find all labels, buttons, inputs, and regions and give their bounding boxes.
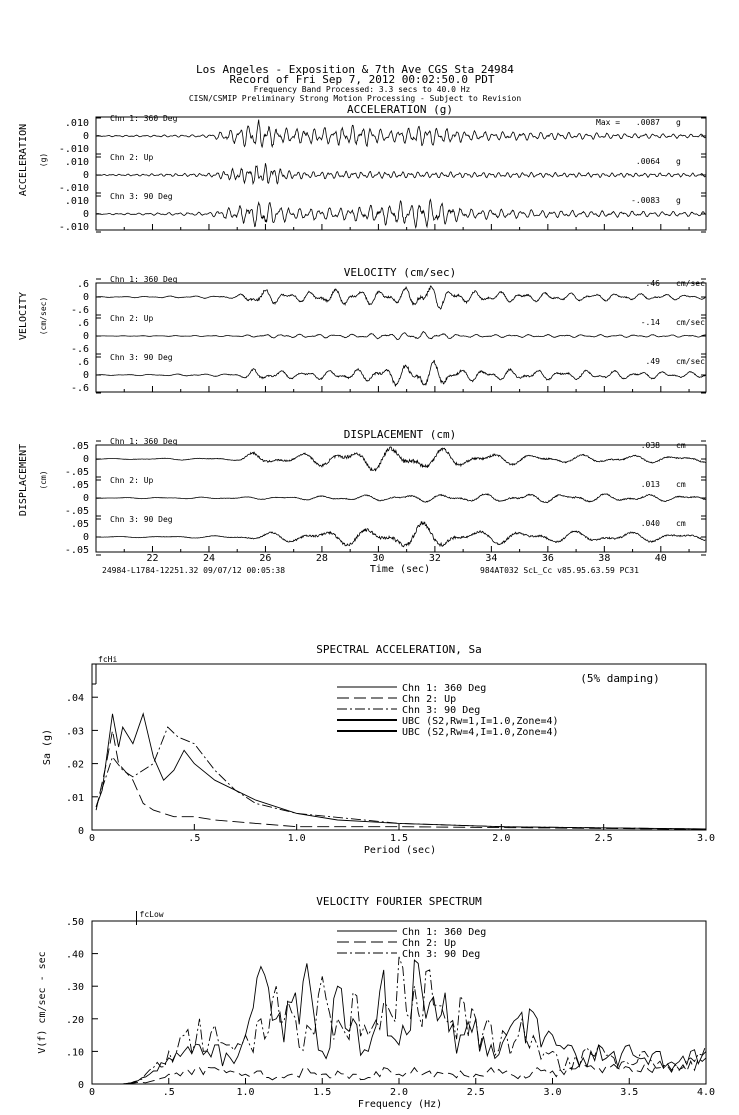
- x-tick-label: 1.5: [313, 1087, 332, 1098]
- y-tick-label: .04: [65, 693, 84, 705]
- y-axis-label: DISPLACEMENT: [18, 443, 29, 517]
- x-tick-label: 1.0: [236, 1087, 255, 1098]
- y-tick-label: -.6: [70, 344, 89, 355]
- y-axis-label: ACCELERATION: [18, 123, 29, 197]
- trace-unit: g: [676, 118, 681, 127]
- max-label: Max =: [596, 118, 621, 127]
- y-tick-label: -.010: [58, 183, 89, 194]
- trace-label: Chn 3: 90 Deg: [110, 192, 173, 201]
- y-tick-label: -.010: [58, 144, 89, 155]
- x-axis-label: Time (sec): [369, 564, 431, 575]
- trace-label: Chn 3: 90 Deg: [110, 353, 173, 362]
- trace-max-value: -.0083: [631, 196, 660, 205]
- trace-unit: cm/sec: [676, 318, 705, 327]
- x-axis-label: Period (sec): [363, 845, 437, 856]
- x-tick-label: 40: [654, 553, 667, 564]
- y-tick-label: .50: [65, 917, 84, 928]
- y-tick-label: .05: [70, 480, 89, 491]
- damping-annotation: (5% damping): [580, 672, 660, 685]
- trace-unit: cm: [676, 441, 686, 450]
- y-tick-label: 0: [77, 1080, 84, 1091]
- x-tick-label: 34: [485, 553, 498, 564]
- trace-max-value: .040: [640, 519, 660, 528]
- legend-entry: Chn 1: 360 Deg: [402, 683, 487, 694]
- trace-unit: cm: [676, 480, 686, 489]
- fchi-label: fcHi: [98, 655, 118, 664]
- y-tick-label: .02: [65, 759, 84, 771]
- chart-title: SPECTRAL ACCELERATION, Sa: [316, 643, 482, 656]
- y-tick-label: 0: [82, 131, 89, 142]
- y-tick-label: .05: [70, 441, 89, 452]
- trace-unit: g: [676, 157, 681, 166]
- waveform-trace: [96, 163, 705, 184]
- waveform-trace: [96, 332, 705, 340]
- trace-label: Chn 2: Up: [110, 314, 154, 323]
- trace-label: Chn 2: Up: [110, 476, 154, 485]
- y-tick-label: .6: [76, 357, 89, 368]
- y-tick-label: .010: [64, 196, 89, 207]
- x-tick-label: 2.0: [389, 1087, 409, 1098]
- trace-label: Chn 2: Up: [110, 153, 154, 162]
- footer-version: 984AT032 ScL_Cc v85.95.63.59 PC31: [480, 566, 639, 575]
- trace-max-value: .038: [640, 441, 660, 450]
- trace-label: Chn 1: 360 Deg: [110, 437, 178, 446]
- x-tick-label: 36: [541, 553, 554, 564]
- x-tick-label: 2.5: [466, 1087, 485, 1098]
- y-tick-label: .01: [65, 792, 84, 804]
- x-tick-label: 28: [315, 553, 328, 564]
- y-axis-unit: (cm/sec): [39, 296, 48, 336]
- y-tick-label: .10: [65, 1047, 84, 1059]
- x-tick-label: 4.0: [696, 1087, 716, 1098]
- trace-max-value: .013: [640, 480, 660, 489]
- y-tick-label: 0: [77, 826, 84, 837]
- y-tick-label: .30: [65, 982, 84, 994]
- y-tick-label: -.05: [64, 506, 89, 517]
- x-tick-label: 1.5: [389, 833, 409, 844]
- trace-max-value: -.14: [640, 318, 660, 327]
- y-tick-label: 0: [82, 493, 89, 504]
- y-tick-label: 0: [82, 454, 89, 465]
- waveform-trace: [96, 200, 705, 228]
- waveform-trace: [96, 494, 705, 503]
- trace-unit: g: [676, 196, 681, 205]
- header-band: Frequency Band Processed: 3.3 secs to 40.0 Hz: [253, 85, 471, 94]
- panel-title: ACCELERATION (g): [347, 103, 453, 116]
- plot-frame: [92, 664, 706, 830]
- trace-max-value: .46: [645, 279, 660, 288]
- panel-title: DISPLACEMENT (cm): [343, 428, 457, 441]
- x-tick-label: 2.0: [492, 833, 511, 844]
- y-tick-label: -.6: [70, 383, 89, 394]
- trace-label: Chn 1: 360 Deg: [110, 275, 178, 284]
- spectrum-curve-1: [92, 960, 706, 1084]
- x-tick-label: .5: [188, 833, 201, 844]
- trace-unit: cm/sec: [676, 279, 705, 288]
- y-tick-label: -.05: [64, 467, 89, 478]
- y-tick-label: .6: [76, 318, 89, 329]
- y-tick-label: 0: [82, 292, 89, 303]
- legend-entry: Chn 1: 360 Deg: [402, 927, 487, 938]
- y-tick-label: 0: [82, 370, 89, 381]
- x-tick-label: 3.0: [696, 833, 716, 844]
- x-tick-label: 1.0: [287, 833, 306, 844]
- x-tick-label: 30: [372, 553, 385, 564]
- trace-unit: cm/sec: [676, 357, 705, 366]
- y-tick-label: 0: [82, 532, 89, 543]
- y-tick-label: .20: [65, 1014, 84, 1026]
- legend-entry: Chn 2: Up: [402, 694, 457, 705]
- y-tick-label: 0: [82, 331, 89, 342]
- x-tick-label: 38: [598, 553, 611, 564]
- footer-record-id: 24984-L1784-12251.32 09/07/12 00:05:38: [102, 566, 286, 575]
- waveform-trace: [96, 521, 705, 547]
- y-axis-label: Sa (g): [42, 728, 53, 766]
- x-tick-label: 0: [88, 833, 96, 844]
- y-tick-label: .010: [64, 118, 89, 129]
- trace-unit: cm: [676, 519, 686, 528]
- y-tick-label: .40: [65, 949, 84, 961]
- waveform-trace: [96, 286, 705, 309]
- y-tick-label: -.05: [64, 545, 89, 556]
- header-station: Los Angeles - Exposition & 7th Ave CGS Sta 24984: [196, 63, 514, 76]
- waveform-trace: [96, 361, 705, 387]
- legend-entry: Chn 3: 90 Deg: [402, 949, 481, 960]
- y-tick-label: .6: [76, 279, 89, 290]
- y-axis-label: VELOCITY: [18, 291, 29, 341]
- y-tick-label: 0: [82, 170, 89, 181]
- x-tick-label: 3.5: [620, 1087, 639, 1098]
- waveform-trace: [96, 447, 705, 471]
- x-tick-label: 32: [428, 553, 441, 564]
- x-tick-label: 0: [88, 1087, 96, 1098]
- spectrum-curve-2: [96, 730, 706, 829]
- y-tick-label: .010: [64, 157, 89, 168]
- legend-entry: Chn 2: Up: [402, 938, 457, 949]
- legend-entry: UBC (S2,Rw=1,I=1.0,Zone=4): [402, 716, 559, 727]
- fclow-label: fcLow: [139, 910, 164, 919]
- spectrum-curve-3: [96, 727, 706, 829]
- y-tick-label: -.010: [58, 222, 89, 233]
- y-tick-label: 0: [82, 209, 89, 220]
- y-tick-label: .05: [70, 519, 89, 530]
- trace-max-value: .0064: [635, 157, 660, 166]
- y-tick-label: -.6: [70, 305, 89, 316]
- legend-entry: Chn 3: 90 Deg: [402, 705, 481, 716]
- trace-label: Chn 3: 90 Deg: [110, 515, 173, 524]
- y-axis-unit: (g): [39, 152, 48, 168]
- trace-max-value: .0087: [635, 118, 660, 127]
- x-tick-label: 24: [202, 553, 215, 564]
- x-axis-label: Frequency (Hz): [357, 1099, 443, 1110]
- header-record: Record of Fri Sep 7, 2012 00:02:50.0 PDT: [229, 73, 495, 86]
- chart-title: VELOCITY FOURIER SPECTRUM: [316, 895, 482, 908]
- x-tick-label: .5: [162, 1087, 175, 1098]
- plot-frame: [92, 921, 706, 1084]
- x-tick-label: 26: [259, 553, 272, 564]
- x-tick-label: 22: [146, 553, 159, 564]
- panel-title: VELOCITY (cm/sec): [343, 266, 457, 279]
- trace-max-value: .49: [645, 357, 660, 366]
- header-processing: CISN/CSMIP Preliminary Strong Motion Processing - Subject to Revision: [188, 94, 522, 103]
- x-tick-label: 2.5: [594, 833, 613, 844]
- y-axis-unit: (cm): [39, 470, 48, 490]
- y-tick-label: .03: [65, 726, 84, 738]
- y-axis-label: V(f) cm/sec - sec: [37, 951, 48, 1054]
- legend-entry: UBC (S2,Rw=4,I=1.0,Zone=4): [402, 727, 559, 738]
- trace-label: Chn 1: 360 Deg: [110, 114, 178, 123]
- x-tick-label: 3.0: [543, 1087, 562, 1098]
